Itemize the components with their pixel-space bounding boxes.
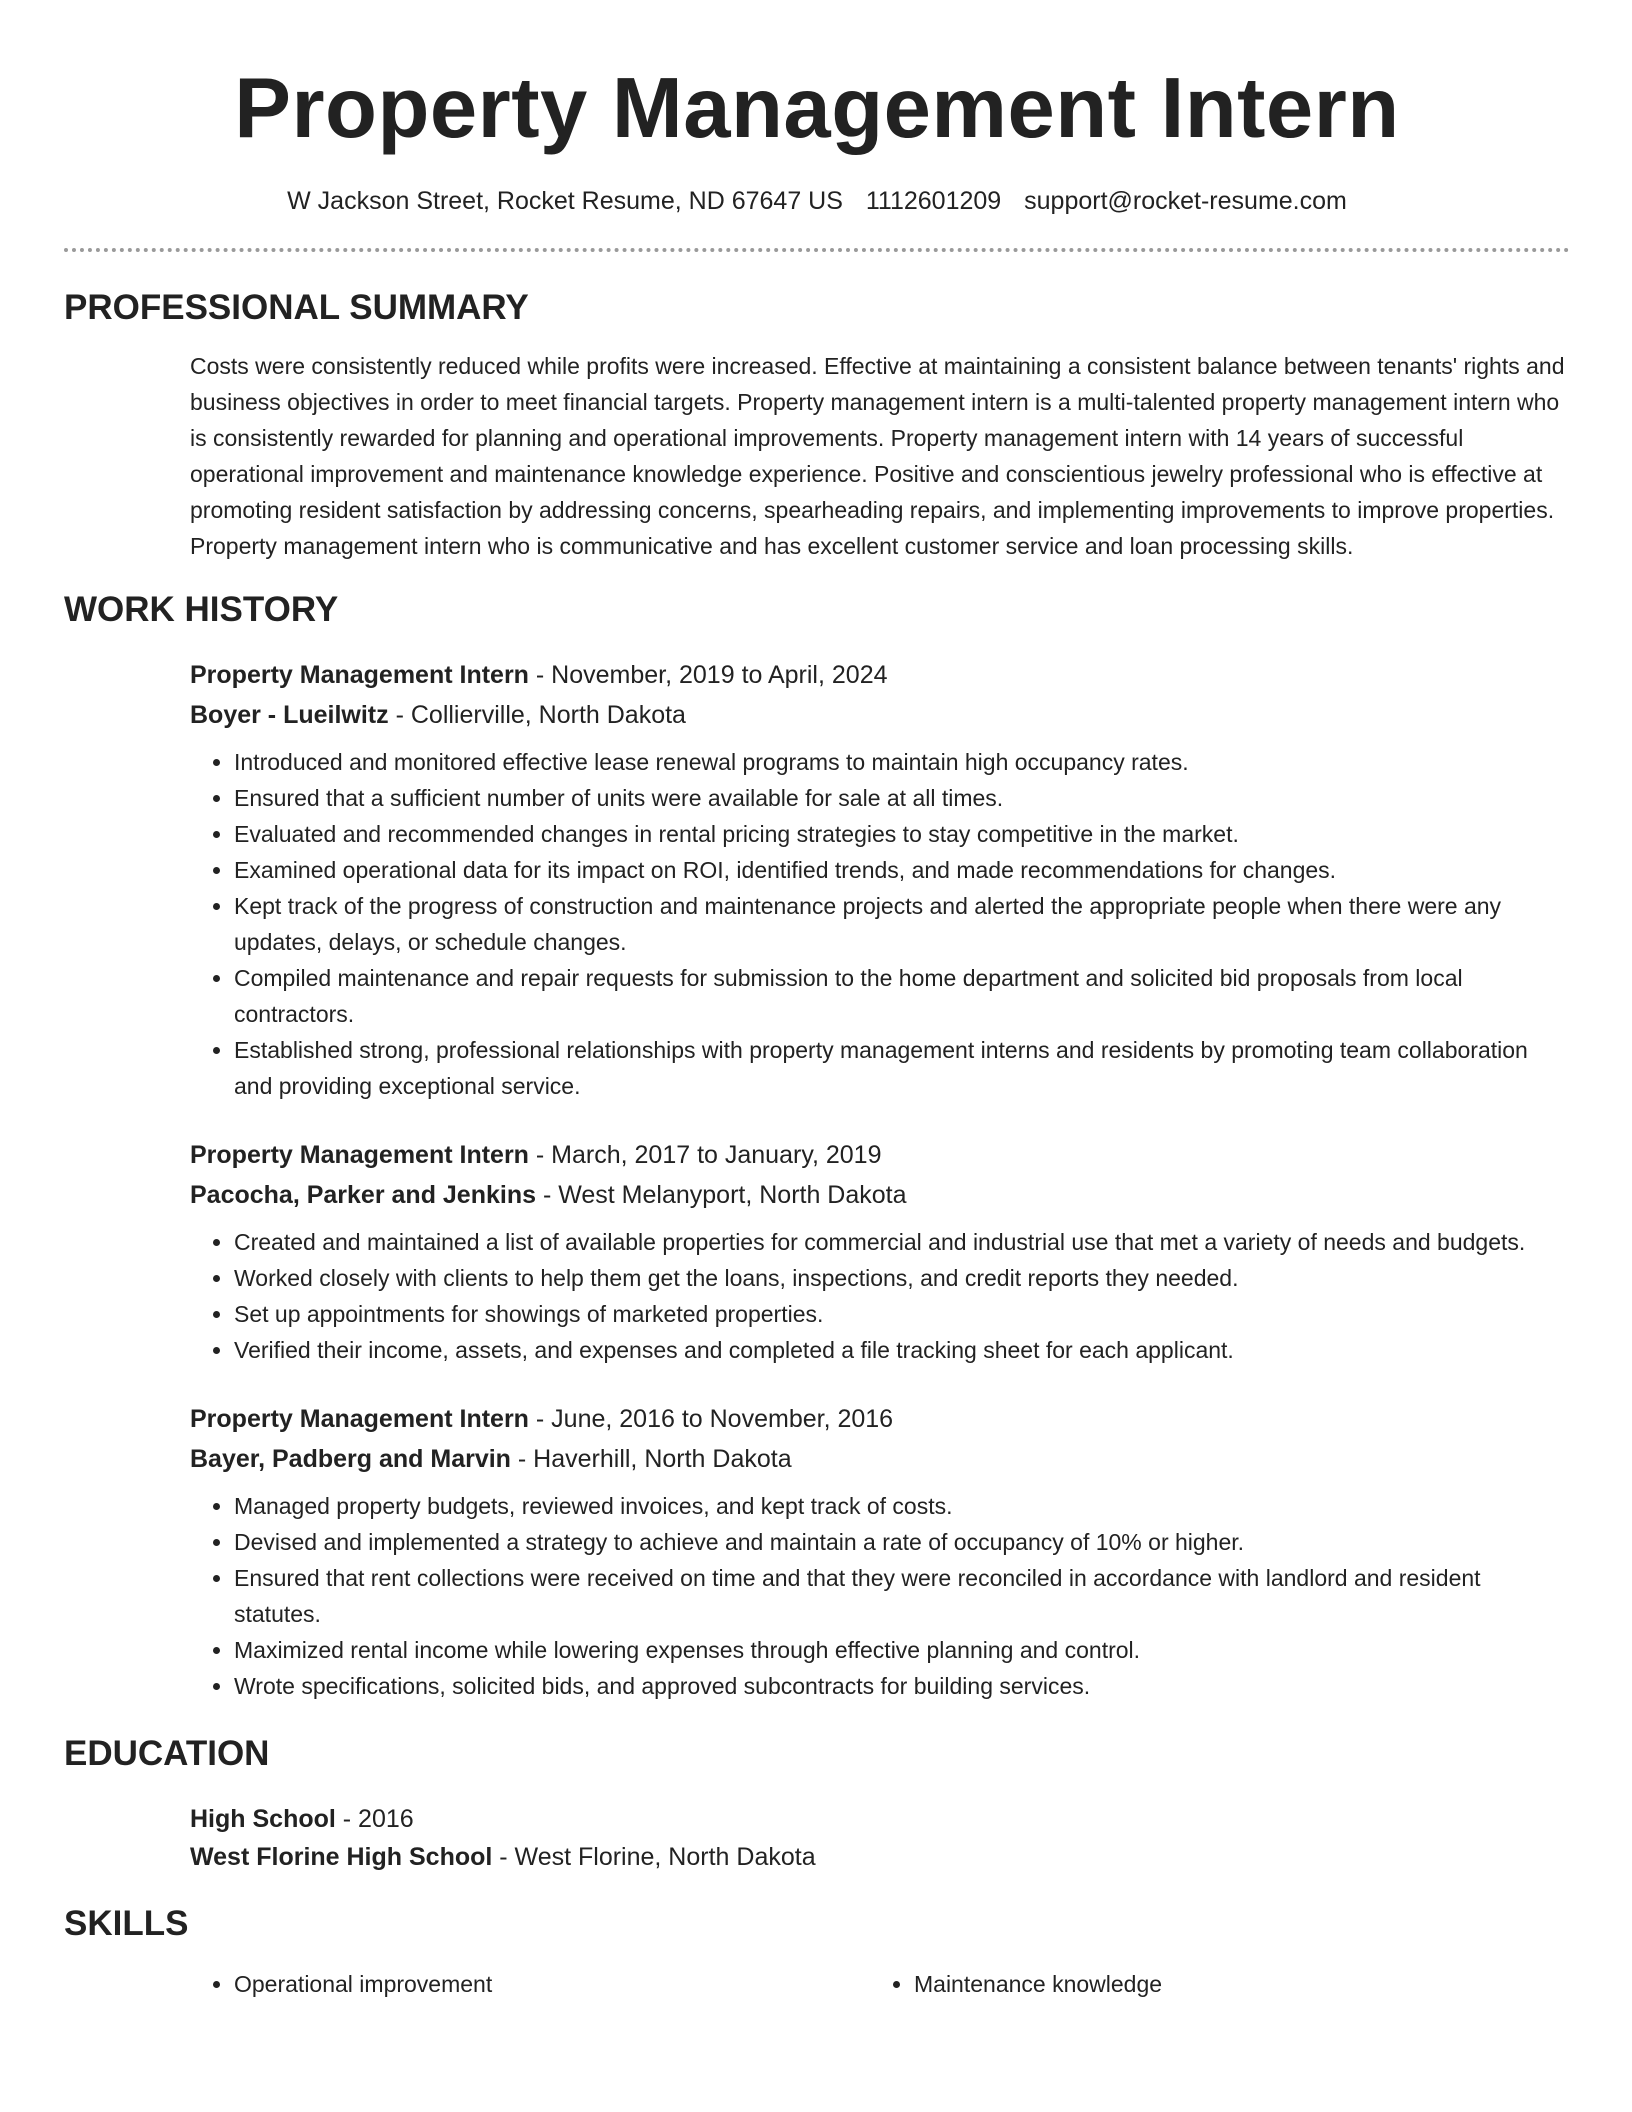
contact-address: W Jackson Street, Rocket Resume, ND 67647 US	[287, 187, 843, 215]
employer-name: Bayer, Padberg and Marvin	[190, 1445, 511, 1473]
header-divider	[64, 248, 1570, 252]
list-item: • Maximized rental income while lowering expenses through effective planning and control.	[234, 1632, 1570, 1668]
job-title-line	[190, 656, 1570, 694]
job-dates: - November, 2019 to April, 2024	[528, 661, 888, 689]
list-item: • Verified their income, assets, and expenses and completed a file tracking sheet for each applicant.	[234, 1332, 1570, 1368]
work-history-section	[64, 588, 1570, 1704]
education-heading: EDUCATION	[64, 1734, 270, 1773]
list-item: • Devised and implemented a strategy to achieve and maintain a rate of occupancy of 10% or higher.	[234, 1524, 1570, 1560]
skills-list-left	[190, 1966, 870, 2002]
list-item: • Maintenance knowledge	[914, 1966, 1550, 2002]
list-item: • Managed property budgets, reviewed invoices, and kept track of costs.	[234, 1488, 1570, 1524]
degree: High School	[190, 1805, 336, 1833]
skills-list-right	[870, 1966, 1550, 2002]
job-title-line	[190, 1136, 1570, 1174]
school-name: West Florine High School	[190, 1843, 493, 1871]
list-item: • Ensured that a sufficient number of units were available for sale at all times.	[234, 780, 1570, 816]
job-bullets	[190, 744, 1570, 1104]
school-line	[190, 1838, 1570, 1876]
list-item: • Examined operational data for its impact on ROI, identified trends, and made recommendations for changes.	[234, 852, 1570, 888]
resume-name: Property Management Intern	[234, 61, 1400, 156]
list-item: • Operational improvement	[234, 1966, 870, 2002]
job-title-line	[190, 1400, 1570, 1438]
list-item: • Kept track of the progress of construction and maintenance projects and alerted the appropriate people when there were any updates, delays, or schedule changes.	[234, 888, 1570, 960]
list-item: • Evaluated and recommended changes in rental pricing strategies to stay competitive in the market.	[234, 816, 1570, 852]
resume-page	[64, 0, 1570, 2002]
job-bullets	[190, 1224, 1570, 1368]
employer-name: Pacocha, Parker and Jenkins	[190, 1181, 537, 1209]
skills-column-left	[190, 1966, 870, 2002]
job-title: Property Management Intern	[190, 1405, 529, 1433]
employer-line	[190, 1440, 1570, 1478]
education-entry	[190, 1800, 1570, 1876]
list-item: • Compiled maintenance and repair requests for submission to the home department and solicited bid proposals from local contractors.	[234, 960, 1570, 1032]
list-item: • Established strong, professional relationships with property management interns and residents by promoting team collaboration and providing exceptional service.	[234, 1032, 1570, 1104]
summary-text: Costs were consistently reduced while profits were increased. Effective at maintaining a consistent balance between tenants' rights and business objectives in order to meet financial targets. Property management intern is a multi-talented property management intern who is consistently rewarded for planning and operational improvements. Property management intern with 14 years of successful operational improvement and maintenance knowledge experience. Positive and conscientious jewelry professional who is effective at promoting resident satisfaction by addressing concerns, spearheading repairs, and implementing improvements to improve properties. Property management intern who is communicative and has excellent customer service and loan processing skills.	[190, 353, 1565, 559]
summary-heading: PROFESSIONAL SUMMARY	[64, 288, 529, 327]
job-entry	[190, 1136, 1570, 1368]
job-dates: - June, 2016 to November, 2016	[528, 1405, 894, 1433]
job-entry	[190, 1400, 1570, 1704]
skills-column-right	[870, 1966, 1550, 2002]
list-item: • Created and maintained a list of available properties for commercial and industrial use that met a variety of needs and budgets.	[234, 1224, 1570, 1260]
employer-name: Boyer - Lueilwitz	[190, 701, 389, 729]
job-title: Property Management Intern	[190, 1141, 529, 1169]
work-history-heading: WORK HISTORY	[64, 590, 339, 629]
job-entry	[190, 656, 1570, 1104]
education-section	[64, 1732, 1570, 1876]
employer-location: - Haverhill, North Dakota	[510, 1445, 792, 1473]
graduation-year: - 2016	[335, 1805, 414, 1833]
job-bullets	[190, 1488, 1570, 1704]
job-dates: - March, 2017 to January, 2019	[528, 1141, 882, 1169]
skills-grid	[190, 1966, 1570, 2002]
employer-location: - Collierville, North Dakota	[388, 701, 686, 729]
employer-location: - West Melanyport, North Dakota	[536, 1181, 907, 1209]
list-item: • Worked closely with clients to help them get the loans, inspections, and credit reports they needed.	[234, 1260, 1570, 1296]
contact-line	[64, 184, 1570, 218]
contact-email: support@rocket-resume.com	[1024, 187, 1347, 215]
skills-section	[64, 1902, 1570, 2002]
list-item: • Wrote specifications, solicited bids, and approved subcontracts for building services.	[234, 1668, 1570, 1704]
degree-line	[190, 1800, 1570, 1838]
skills-heading: SKILLS	[64, 1904, 189, 1943]
job-title: Property Management Intern	[190, 661, 529, 689]
employer-line	[190, 696, 1570, 734]
employer-line	[190, 1176, 1570, 1214]
list-item: • Ensured that rent collections were received on time and that they were reconciled in accordance with landlord and resident statutes.	[234, 1560, 1570, 1632]
list-item: • Introduced and monitored effective lease renewal programs to maintain high occupancy rates.	[234, 744, 1570, 780]
school-location: - West Florine, North Dakota	[492, 1843, 816, 1871]
contact-phone: 1112601209	[865, 187, 1002, 215]
summary-section	[64, 286, 1570, 564]
list-item: • Set up appointments for showings of marketed properties.	[234, 1296, 1570, 1332]
